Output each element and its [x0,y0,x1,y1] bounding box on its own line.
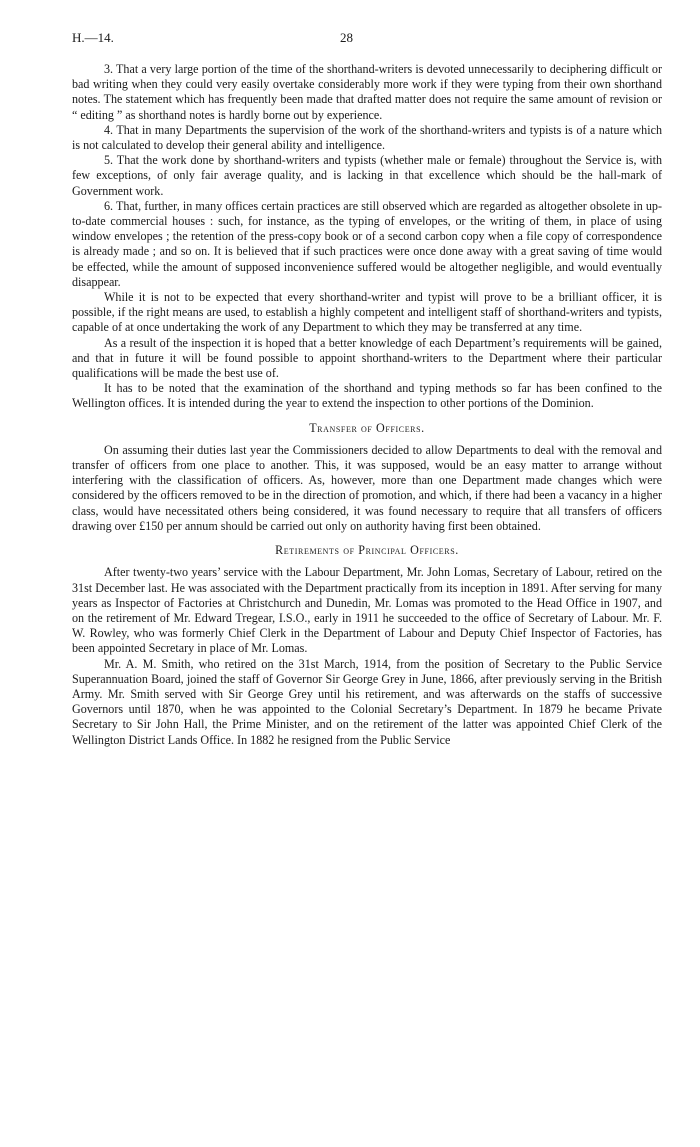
section-heading-transfer: Transfer of Officers. [309,420,425,435]
transfer-section [72,421,662,534]
running-header [72,30,662,50]
paragraph-finding-6: 6. That, further, in many offices certain practices are still observed which are regarded as altogether obsolete in up-to-date commercial houses : such, for instance, as the typing of envelopes, or the writing of them, in place of using window envelopes ; the retention of the press-copy book or of a second carbon copy when a file copy of correspondence is already made ; and so on. It is believed that if such practices were once done away with a great saving of time would be effected, while the amount of supposed inconvenience suffered would be altogether negligible, and would eventually disappear. [72,198,662,289]
paragraph-finding-4: 4. That in many Departments the supervision of the work of the shorthand-writers and typists is of a nature which is not calculated to develop their general ability and intelligence. [72,122,662,153]
paragraph-wellington-offices: It has to be noted that the examination of the shorthand and typing methods so far has been confined to the Wellington offices. It is intended during the year to extend the inspection to other portions of the Dominion. [72,381,662,411]
paragraph-finding-3: 3. That a very large portion of the time of the shorthand-writers is devoted unnecessarily to deciphering difficult or bad writing when they could very easily overtake considerably more work if they were typing from their own shorthand notes. The statement which has frequently been made that drafted matter does not require the same amount of revision or “ editing ” as shorthand notes is hardly borne out by experience. [72,62,662,122]
report-reference: H.—14. [72,30,114,45]
page-number: 28 [340,30,353,45]
retirements-section [72,543,662,748]
paragraph-lomas-retirement: After twenty-two years’ service with the Labour Department, Mr. John Lomas, Secretary of Labour, retired on the 31st December last. He was associated with the Department practically from its inception in 1891. After serving for many years as Inspector of Factories at Christchurch and Dunedin, Mr. Lomas was promoted to the Head Office in 1907, and on the retirement of Mr. Edward Tregear, I.S.O., early in 1911 he succeeded to the office of Secretary of Labour. Mr. F. W. Rowley, who was formerly Chief Clerk in the Department of Labour and Deputy Chief Inspector of Factories, has been appointed Secretary in place of Mr. Lomas. [72,565,662,656]
paragraph-inspection-result: As a result of the inspection it is hoped that a better knowledge of each Department’s requirements will be gained, and that in future it will be found possible to appoint shorthand-writers to the Department where their particular qualifications will be made the best use of. [72,335,662,381]
paragraph-transfer: On assuming their duties last year the Commissioners decided to allow Departments to deal with the removal and transfer of officers from one place to another. This, it was supposed, would be an easy matter to arrange without interfering with the classification of officers. As, however, more than one Department made changes which were considered by the officers removed to be in the direction of promotion, and which, if there had been a vacancy in a higher class, would have necessitated others being considered, it was found necessary to require that all transfers of officers drawing over £150 per annum should be carried out only on authority having first been obtained. [72,442,662,533]
section-heading-retirements: Retirements of Principal Officers. [275,543,459,558]
paragraph-staff-competence: While it is not to be expected that every shorthand-writer and typist will prove to be a brilliant officer, it is possible, if the right means are used, to establish a highly competent and intelligent staff of shorthand-writers and typists, capable of at once undertaking the work of any Department to which they may be transferred at any time. [72,290,662,335]
paragraph-finding-5: 5. That the work done by shorthand-writers and typists (whether male or female) throughout the Service is, with few exceptions, of only fair average quality, and is lacking in that excellence which should be the hall-mark of Government work. [72,153,662,198]
findings-section [72,62,662,412]
paragraph-smith-retirement: Mr. A. M. Smith, who retired on the 31st March, 1914, from the position of Secretary to the Public Service Superannuation Board, joined the staff of Governor Sir George Grey in June, 1866, after previously serving in the British Army. Mr. Smith served with Sir George Grey until his retirement, and was afterwards on the staffs of successive Governors until 1870, when he was appointed to the Colonial Secretary’s Department. In 1879 he became Private Secretary to Sir John Hall, the Prime Minister, and on the retirement of the latter was appointed Chief Clerk of the Wellington District Lands Office. In 1882 he resigned from the Public Service [72,656,662,747]
